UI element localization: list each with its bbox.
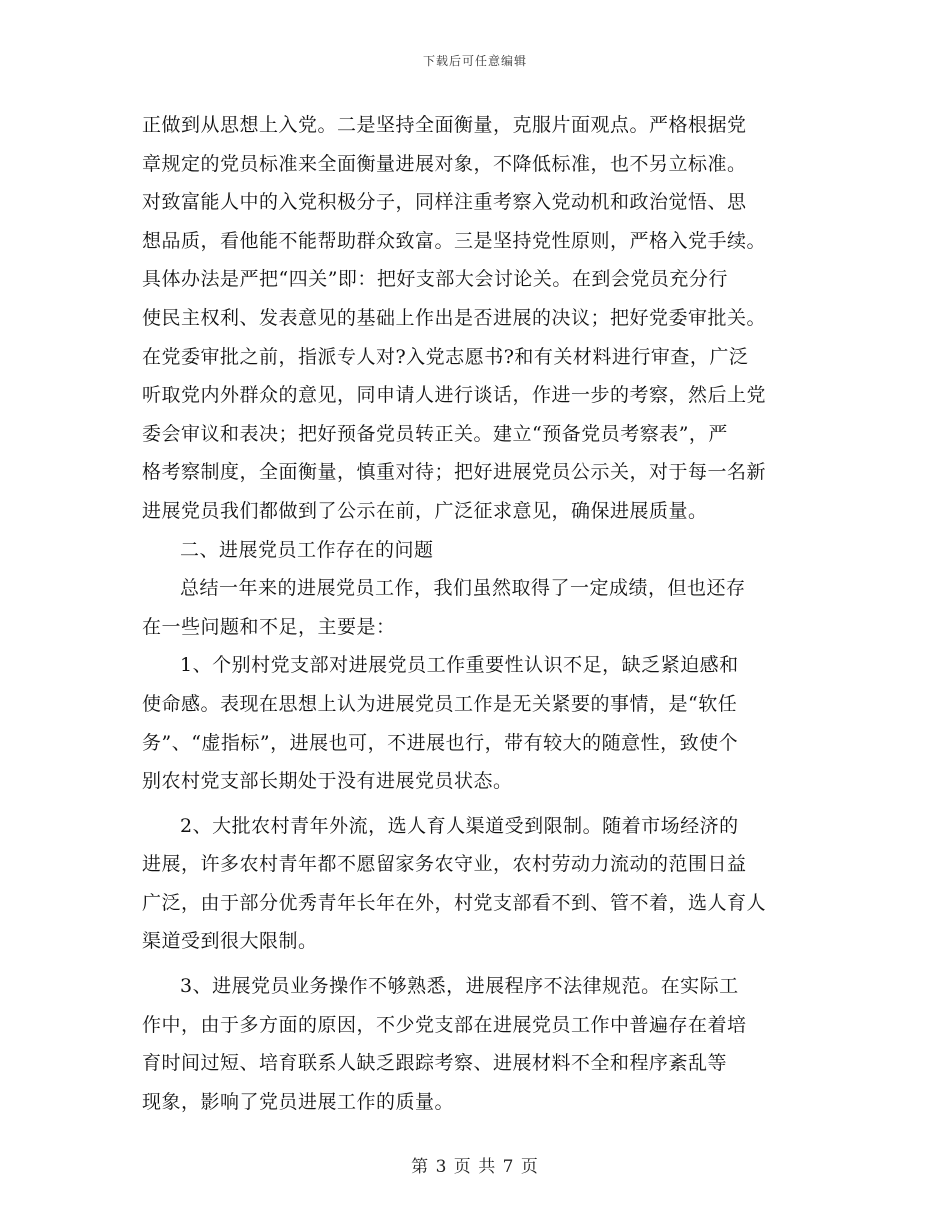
section-heading-text: 二、进展党员工作存在的问题 bbox=[180, 538, 434, 561]
paragraph-issue-2 bbox=[142, 807, 822, 961]
text-line: 进展，许多农村青年都不愿留家务农守业，农村劳动力流动的范围日益 bbox=[142, 853, 747, 876]
text-line: 在党委审批之前，指派专人对?入党志愿书?和有关材料进行审查，广泛 bbox=[142, 345, 749, 368]
paragraph-issue-3 bbox=[142, 967, 822, 1121]
text-line: 使命感。表现在思想上认为进展党员工作是无关紧要的事情，是“软任 bbox=[142, 692, 738, 715]
text-line: 进展党员我们都做到了公示在前，广泛征求意见，确保进展质量。 bbox=[142, 499, 708, 522]
text-line: 委会审议和表决；把好预备党员转正关。建立“预备党员考察表”，严 bbox=[142, 422, 728, 445]
text-line: 广泛，由于部分优秀青年长年在外，村党支部看不到、管不着，选人育人 bbox=[142, 891, 767, 914]
text-line: 总结一年来的进展党员工作，我们虽然取得了一定成绩，但也还存 bbox=[180, 577, 746, 600]
paragraph-issue-1 bbox=[142, 646, 822, 800]
text-line: 具体办法是严把“四关”即：把好支部大会讨论关。在到会党员充分行 bbox=[142, 268, 728, 291]
page-number: 第 3 页 共 7 页 bbox=[411, 1157, 539, 1177]
text-line: 作中，由于多方面的原因，不少党支部在进展党员工作中普遍存在着培 bbox=[142, 1013, 747, 1036]
text-line: 现象，影响了党员进展工作的质量。 bbox=[142, 1090, 455, 1113]
text-line: 别农村党支部长期处于没有进展党员状态。 bbox=[142, 770, 513, 793]
text-line: 3、进展党员业务操作不够熟悉，进展程序不法律规范。在实际工 bbox=[180, 975, 739, 998]
paragraph-summary bbox=[142, 569, 822, 646]
text-line: 对致富能人中的入党积极分子，同样注重考察入党动机和政治觉悟、思 bbox=[142, 191, 747, 214]
paragraph-continuation bbox=[142, 106, 822, 531]
page-header-note: 下载后可任意编辑 bbox=[422, 54, 527, 68]
text-line: 务”、“虚指标”，进展也可，不进展也行，带有较大的随意性，致使个 bbox=[142, 731, 739, 754]
text-line: 使民主权利、发表意见的基础上作出是否进展的决议；把好党委审批关。 bbox=[142, 306, 767, 329]
text-line: 想品质，看他能不能帮助群众致富。三是坚持党性原则，严格入党手续。 bbox=[142, 229, 767, 252]
text-line: 章规定的党员标准来全面衡量进展对象，不降低标准，也不另立标准。 bbox=[142, 152, 747, 175]
document-body bbox=[142, 106, 822, 1121]
text-line: 听取党内外群众的意见，同申请人进行谈话，作进一步的考察，然后上党 bbox=[142, 384, 767, 407]
section-heading bbox=[142, 531, 822, 570]
text-line: 正做到从思想上入党。二是坚持全面衡量，克服片面观点。严格根据党 bbox=[142, 114, 747, 136]
text-line: 在一些问题和不足，主要是： bbox=[142, 615, 396, 638]
text-line: 格考察制度，全面衡量，慎重对待；把好进展党员公示关，对于每一名新 bbox=[142, 461, 767, 484]
text-line: 2、大批农村青年外流，选人育人渠道受到限制。随着市场经济的 bbox=[180, 814, 739, 837]
text-line: 育时间过短、培育联系人缺乏跟踪考察、进展材料不全和程序紊乱等 bbox=[142, 1052, 728, 1075]
text-line: 渠道受到很大限制。 bbox=[142, 930, 318, 953]
text-line: 1、个别村党支部对进展党员工作重要性认识不足，缺乏紧迫感和 bbox=[180, 654, 739, 677]
